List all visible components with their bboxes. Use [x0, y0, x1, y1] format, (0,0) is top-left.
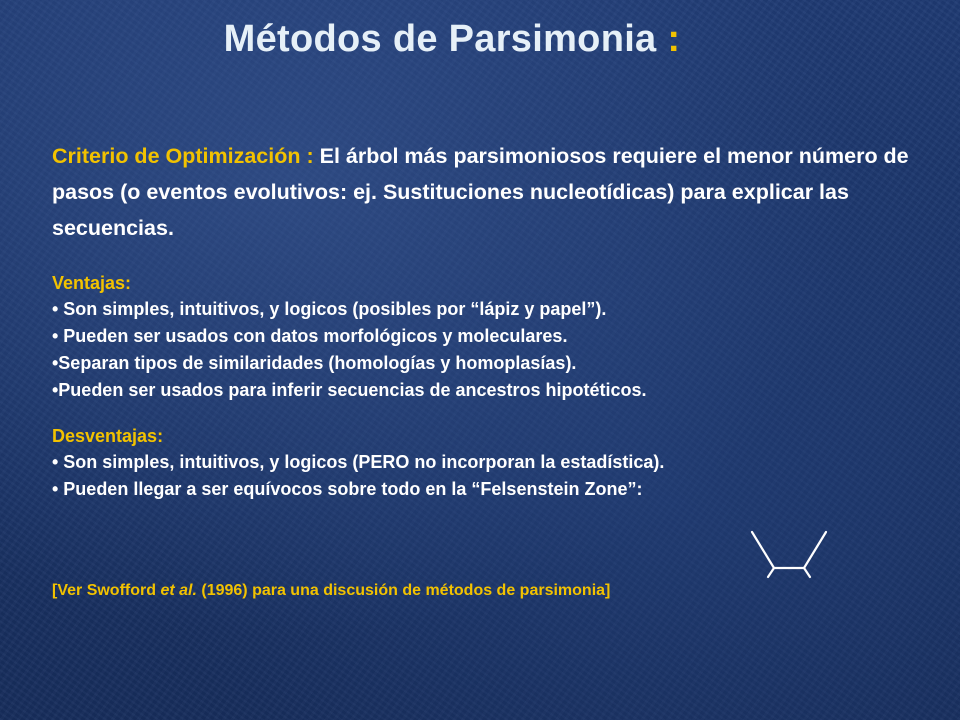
advantage-item: •Separan tipos de similaridades (homologías y homoplasías). [52, 353, 577, 373]
tree-short-branch-right [804, 568, 810, 577]
tree-long-branch-left [752, 532, 774, 568]
disadvantages-heading: Desventajas: [52, 426, 164, 446]
criterion-text: El árbol más parsimoniosos requiere el menor número de pasos (o eventos evolutivos: ej. Sustituciones nucleotídicas) para explicar las secuencias. [52, 144, 909, 240]
disadvantage-item: • Pueden llegar a ser equívocos sobre todo en la “Felsenstein Zone”: [52, 479, 643, 499]
advantages-heading: Ventajas: [52, 273, 132, 293]
reference-after: (1996) para una discusión de métodos de parsimonia] [196, 582, 611, 599]
criterion-paragraph [52, 138, 912, 246]
criterion-lead: Criterio de Optimización : [52, 144, 314, 168]
slide-title [0, 18, 904, 61]
reference-before: [Ver Swofford [52, 582, 161, 599]
reference-italic: et al. [160, 582, 197, 599]
reference-note [52, 582, 610, 600]
tree-long-branch-right [804, 532, 826, 568]
advantage-item: •Pueden ser usados para inferir secuencias de ancestros hipotéticos. [52, 380, 647, 400]
disadvantage-item: • Son simples, intuitivos, y logicos (PERO no incorporan la estadística). [52, 452, 665, 472]
advantage-item: • Son simples, intuitivos, y logicos (posibles por “lápiz y papel”). [52, 299, 607, 319]
advantage-item: • Pueden ser usados con datos morfológicos y moleculares. [52, 326, 568, 346]
felsenstein-tree-icon [748, 528, 838, 580]
slide-body [52, 138, 912, 503]
slide-title-colon: : [667, 18, 681, 60]
slide-title-text: Métodos de Parsimonia [223, 18, 657, 60]
tree-short-branch-left [768, 568, 774, 577]
